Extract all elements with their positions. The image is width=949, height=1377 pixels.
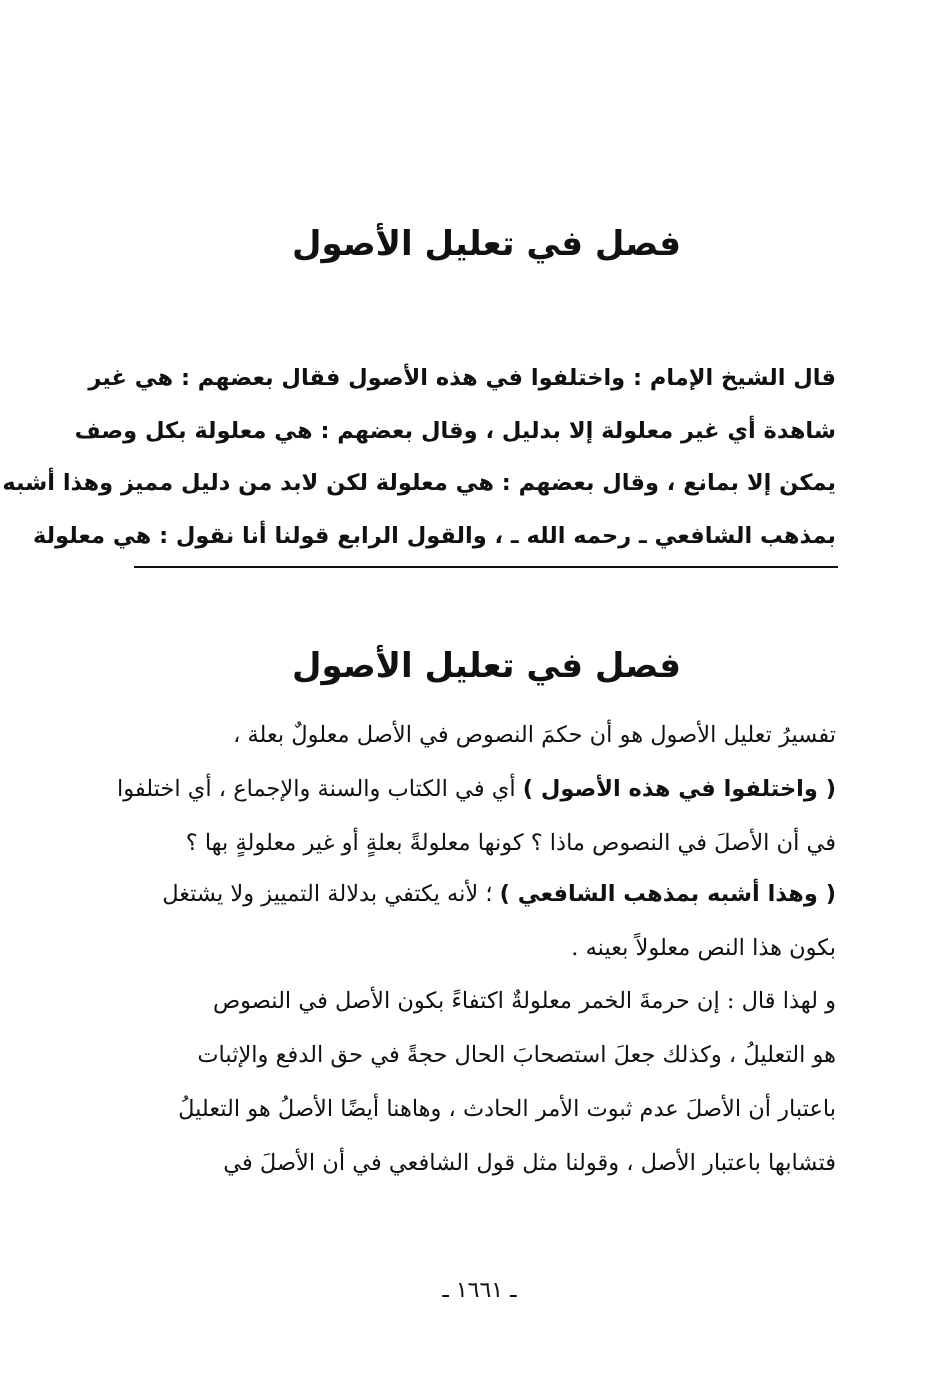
matn-line: قال الشيخ الإمام : واختلفوا في هذه الأصول فقال بعضهم : هي غير <box>88 365 836 391</box>
sharh-paragraph-1 <box>116 708 836 870</box>
page-number: ـ ١٦٦١ ـ <box>442 1278 517 1303</box>
sharh-line <box>116 762 836 816</box>
matn-line: بمذهب الشافعي ـ رحمه الله ـ ، والقول الرابع قولنا أنا نقول : هي معلولة <box>33 522 836 549</box>
sharh-line: باعتبار أن الأصلَ عدم ثبوت الأمر الحادث ، وهاهنا أيضًا الأصلُ هو التعليلُ <box>178 1096 836 1122</box>
sharh-text: أي في الكتاب والسنة والإجماع ، أي اختلفوا <box>116 776 523 802</box>
separator-rule <box>134 566 838 568</box>
sharh-line: تفسيرُ تعليل الأصول هو أن حكمَ النصوص في الأصل معلولٌ بعلة ، <box>233 722 836 748</box>
sharh-line: هو التعليلُ ، وكذلك جعلَ استصحابَ الحال حجةً في حق الدفع والإثبات <box>197 1042 836 1068</box>
section-heading-sharh: فصل في تعليل الأصول <box>292 646 681 686</box>
matn-line: يمكن إلا بمانع ، وقال بعضهم : هي معلولة لكن لابد من دليل مميز وهذا أشبه <box>2 470 836 496</box>
matn-line: شاهدة أي غير معلولة إلا بدليل ، وقال بعضهم : هي معلولة بكل وصف <box>74 417 836 444</box>
sharh-paragraph-2 <box>130 867 836 975</box>
sharh-line: و لهذا قال : إن حرمةَ الخمر معلولةٌ اكتفاءً بكون الأصل في النصوص <box>212 988 836 1014</box>
sharh-line: في أن الأصلَ في النصوص ماذا ؟ كونها معلولةً بعلةٍ أو غير معلولةٍ بها ؟ <box>185 830 836 856</box>
quoted-matn: ( وهذا أشبه بمذهب الشافعي ) <box>499 881 836 907</box>
quoted-matn: ( واختلفوا في هذه الأصول ) <box>522 776 836 802</box>
sharh-line <box>130 867 836 921</box>
sharh-paragraph-3 <box>130 974 836 1190</box>
sharh-line: فتشابها باعتبار الأصل ، وقولنا مثل قول الشافعي في أن الأصلَ في <box>223 1150 836 1176</box>
section-heading-matn: فصل في تعليل الأصول <box>292 224 681 264</box>
sharh-text: ؛ لأنه يكتفي بدلالة التمييز ولا يشتغل <box>162 881 500 907</box>
matn-paragraph <box>2 352 836 562</box>
sharh-line: بكون هذا النص معلولاً بعينه . <box>571 935 836 961</box>
